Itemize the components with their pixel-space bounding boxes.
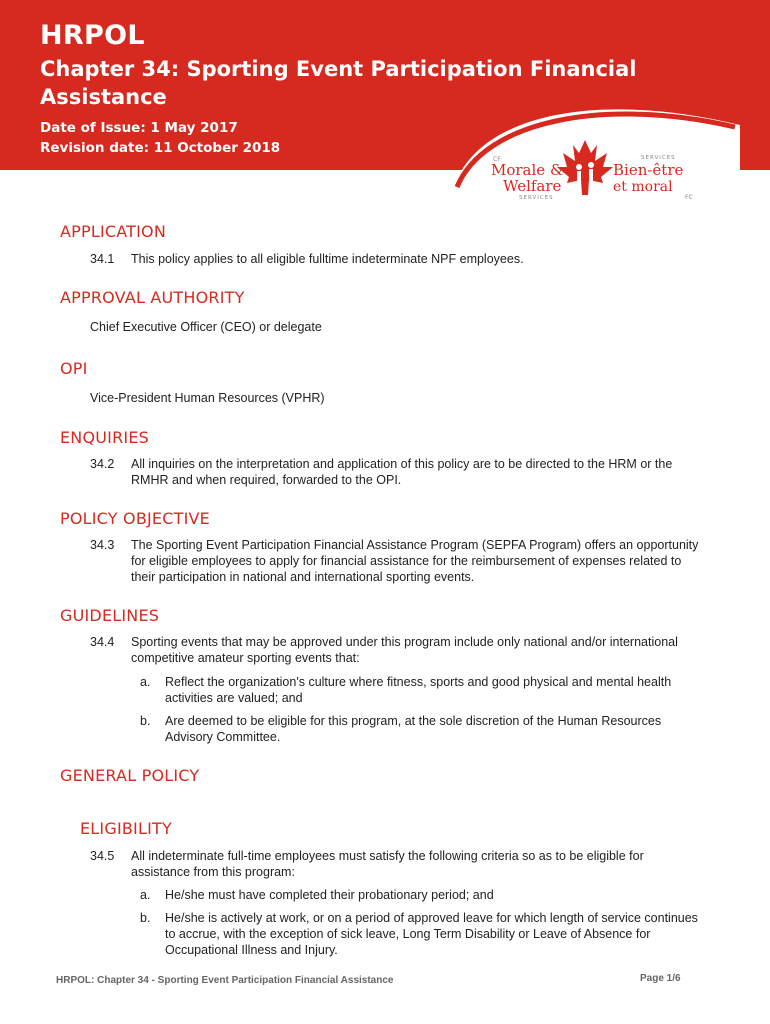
clause-text: The Sporting Event Participation Financial Assistance Program (SEPFA Program) offers an opportunity for eligible employees to apply for financial assistance for the reimbursement of expenses related to their participation in national and international sporting events. — [131, 538, 699, 584]
clause-text: All indeterminate full-time employees must satisfy the following criteria so as to be eligible for assistance from this program: — [131, 849, 644, 879]
heading-approval-authority: APPROVAL AUTHORITY — [60, 288, 245, 307]
approval-text: Chief Executive Officer (CEO) or delegate — [90, 320, 322, 334]
list-item-letter: b. — [140, 911, 151, 925]
list-item-text: He/she is actively at work, or on a period of approved leave for which length of service continues to accrue, with the exception of sick leave, Long Term Disability or Leave of Absence for Occupational Illness and Injury. — [165, 911, 698, 957]
heading-eligibility: ELIGIBILITY — [80, 819, 172, 838]
logo-cf: CF — [493, 156, 501, 163]
issue-dates — [40, 118, 280, 158]
clause-text: All inquiries on the interpretation and application of this policy are to be directed to the HRM or the RMHR and when required, forwarded to the OPI. — [131, 457, 673, 487]
clause-text: Sporting events that may be approved under this program include only national and/or international competitive amateur sporting events that: — [131, 635, 678, 665]
clause-number: 34.5 — [90, 849, 115, 863]
list-item-letter: a. — [140, 888, 151, 902]
logo-services: SERVICES — [519, 195, 554, 201]
figure-body — [577, 171, 581, 183]
heading-guidelines: GUIDELINES — [60, 606, 160, 625]
logo-fc: FC — [685, 194, 693, 201]
list-item-text: He/she must have completed their probationary period; and — [165, 888, 494, 902]
logo-bien-etre: Bien-être — [613, 161, 684, 179]
figure-icon — [588, 162, 594, 168]
figure-body — [589, 169, 593, 182]
footer-document-title: HRPOL: Chapter 34 - Sporting Event Participation Financial Assistance — [56, 975, 394, 986]
clause-number: 34.2 — [90, 457, 115, 471]
list-item-letter: a. — [140, 675, 151, 689]
logo-graphic — [445, 95, 745, 210]
revision-date: Revision date: 11 October 2018 — [40, 140, 281, 156]
clause-number: 34.1 — [90, 252, 115, 266]
figure-icon — [576, 164, 582, 170]
brand-title: HRPOL — [40, 20, 145, 51]
page-number: Page 1/6 — [640, 973, 681, 984]
clause-number: 34.3 — [90, 538, 115, 552]
list-item-letter: b. — [140, 714, 151, 728]
date-of-issue: Date of Issue: 1 May 2017 — [40, 120, 238, 136]
list-item-text: Reflect the organization's culture where fitness, sports and good physical and mental health activities are valued; and — [165, 675, 672, 705]
heading-opi: OPI — [60, 359, 88, 378]
logo-et-moral: et moral — [613, 179, 673, 195]
opi-text: Vice-President Human Resources (VPHR) — [90, 391, 325, 405]
heading-enquiries: ENQUIRIES — [60, 428, 150, 447]
logo-services-fr: SERVICES — [641, 155, 676, 161]
logo-morale: Morale & — [491, 161, 564, 179]
heading-policy-objective: POLICY OBJECTIVE — [60, 509, 210, 528]
logo-welfare: Welfare — [503, 177, 562, 195]
chapter-title: Chapter 34: Sporting Event Participation Financial Assistance — [40, 57, 637, 109]
clause-number: 34.4 — [90, 635, 115, 649]
clause-text: This policy applies to all eligible fulltime indeterminate NPF employees. — [131, 252, 524, 266]
heading-general-policy: GENERAL POLICY — [60, 766, 200, 785]
cf-morale-welfare-logo — [445, 95, 745, 210]
list-item-text: Are deemed to be eligible for this program, at the sole discretion of the Human Resources Advisory Committee. — [165, 714, 662, 744]
heading-application: APPLICATION — [60, 222, 167, 241]
